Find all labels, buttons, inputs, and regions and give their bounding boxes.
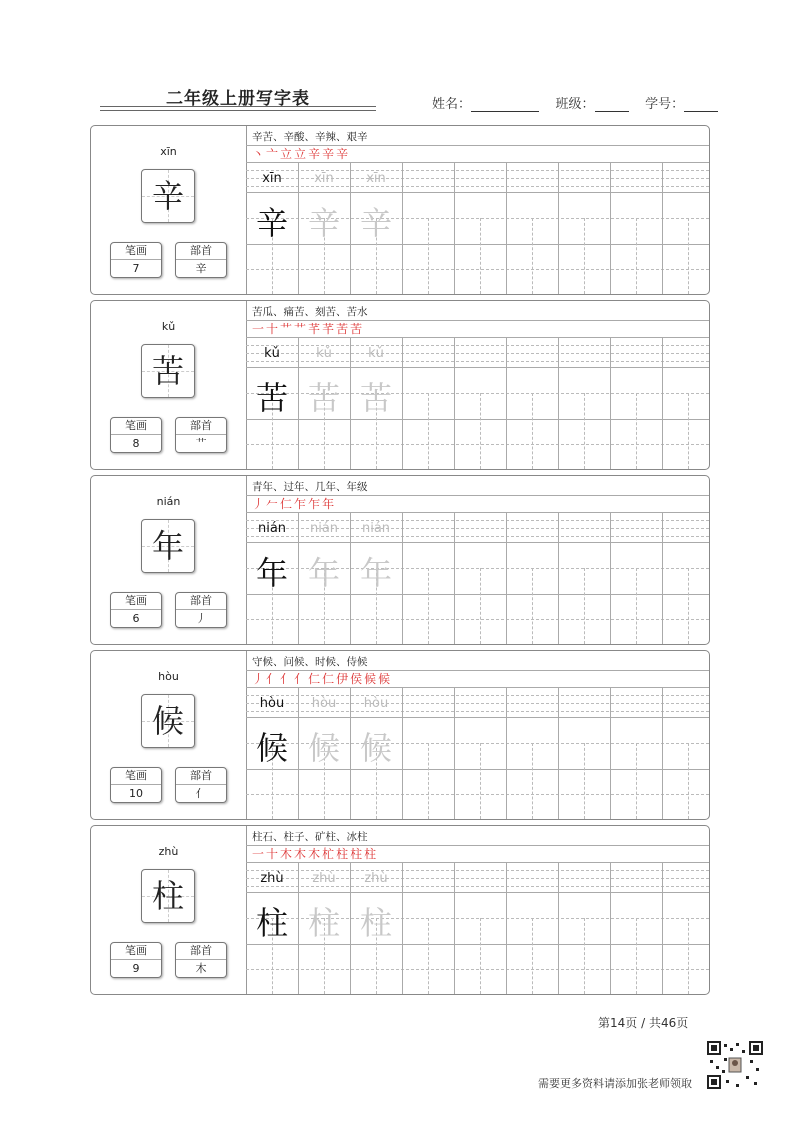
row-line <box>246 769 709 770</box>
cell-divider <box>662 862 663 994</box>
pinyin-model: hòu <box>259 696 285 711</box>
cell-divider <box>402 687 403 819</box>
name-label: 姓名： <box>432 97 472 112</box>
stroke-step: 立 <box>294 147 309 161</box>
character-trace: 候 <box>359 729 392 767</box>
cell-center-guide <box>584 743 585 819</box>
stroke-order <box>252 320 364 337</box>
cell-center-guide <box>480 393 481 469</box>
character-trace: 柱 <box>359 904 392 942</box>
name-field[interactable] <box>471 97 539 112</box>
stroke-step: 侯 <box>350 672 365 686</box>
character-card <box>90 650 710 820</box>
character: 辛 <box>151 177 184 215</box>
stroke-order <box>252 670 392 687</box>
cell-center-guide <box>532 218 533 294</box>
radical-value: 亻 <box>195 787 207 800</box>
character-model: 年 <box>255 554 288 592</box>
character: 年 <box>151 527 184 565</box>
stroke-count-box <box>110 767 162 803</box>
radical-label: 部首 <box>176 943 226 960</box>
character-model: 苦 <box>255 379 288 417</box>
character-model: 柱 <box>255 904 288 942</box>
cell-divider <box>402 862 403 994</box>
cell-center-guide <box>636 393 637 469</box>
stroke-count-value: 6 <box>132 612 140 625</box>
radical-value: 丿 <box>195 612 207 625</box>
pinyin-model: xīn <box>262 171 282 186</box>
pinyin-model: nián <box>257 521 287 536</box>
stroke-step: 仁 <box>308 672 323 686</box>
practice-area <box>246 826 709 994</box>
stroke-step: 丿 <box>252 497 267 511</box>
radical-box <box>175 242 227 278</box>
character-guide <box>246 619 709 620</box>
row-line <box>246 862 709 863</box>
cell-divider <box>506 862 507 994</box>
stroke-step: 辛 <box>336 147 351 161</box>
pinyin-trace: nián <box>309 521 339 536</box>
character-guide <box>246 269 709 270</box>
class-label: 班级： <box>555 97 595 112</box>
stroke-step: 柱 <box>336 847 351 861</box>
pinyin-trace: hòu <box>363 696 389 711</box>
stroke-step: 艹 <box>280 322 295 336</box>
cell-center-guide <box>480 218 481 294</box>
practice-area <box>246 301 709 469</box>
character-info-panel <box>91 826 247 994</box>
stroke-step: 十 <box>266 847 281 861</box>
cell-center-guide <box>428 568 429 644</box>
cell-divider <box>558 162 559 294</box>
stroke-step: 丿 <box>252 672 267 686</box>
radical-box <box>175 942 227 978</box>
character-card <box>90 825 710 995</box>
stroke-count-label: 笔画 <box>111 768 161 785</box>
pinyin-label: kǔ <box>161 320 176 333</box>
cell-divider <box>454 687 455 819</box>
stroke-count-value: 10 <box>129 787 143 800</box>
pinyin-trace: kǔ <box>316 346 332 361</box>
pinyin-label: nián <box>156 495 181 508</box>
pinyin-guide <box>246 536 709 537</box>
cell-divider <box>662 512 663 644</box>
cell-divider <box>454 337 455 469</box>
stroke-step: 柱 <box>350 847 365 861</box>
stroke-step: 木 <box>308 847 323 861</box>
cell-divider <box>402 512 403 644</box>
stroke-step: 丶 <box>252 147 267 161</box>
stroke-step: 辛 <box>308 147 323 161</box>
character: 候 <box>151 702 184 740</box>
stroke-step: 乍 <box>308 497 323 511</box>
cell-divider <box>402 162 403 294</box>
cell-center-guide <box>532 393 533 469</box>
character-trace: 柱 <box>307 904 340 942</box>
cell-divider <box>610 687 611 819</box>
cell-divider <box>610 862 611 994</box>
number-label: 学号： <box>645 97 685 112</box>
stroke-step: 艹 <box>294 322 309 336</box>
cell-center-guide <box>532 743 533 819</box>
stroke-step: 杧 <box>322 847 337 861</box>
cell-divider <box>558 337 559 469</box>
stroke-step: 亠 <box>266 147 281 161</box>
row-line <box>246 337 709 338</box>
character-trace: 苦 <box>307 379 340 417</box>
radical-box <box>175 417 227 453</box>
stroke-step: 柱 <box>364 847 379 861</box>
radical-value: 艹 <box>195 437 207 450</box>
pinyin-trace: nián <box>361 521 391 536</box>
pinyin-label: zhù <box>158 845 179 858</box>
character-trace: 年 <box>359 554 392 592</box>
character-box <box>141 694 195 748</box>
character-info-panel <box>91 476 247 644</box>
cell-center-guide <box>428 218 429 294</box>
practice-area <box>246 651 709 819</box>
cell-center-guide <box>636 568 637 644</box>
character-trace: 年 <box>307 554 340 592</box>
cell-divider <box>662 687 663 819</box>
character-box <box>141 519 195 573</box>
pinyin-label: xīn <box>160 145 177 158</box>
cell-center-guide <box>532 568 533 644</box>
stroke-step: 仁 <box>322 672 337 686</box>
character-card <box>90 300 710 470</box>
stroke-step: 𠂉 <box>266 497 281 511</box>
character-guide <box>246 969 709 970</box>
cell-divider <box>610 337 611 469</box>
pinyin-trace: zhù <box>364 871 388 886</box>
character-info-panel <box>91 301 247 469</box>
character-trace: 辛 <box>359 204 392 242</box>
stroke-step: 候 <box>378 672 393 686</box>
practice-area <box>246 476 709 644</box>
cell-divider <box>506 162 507 294</box>
vocabulary-words: 青年、过年、几年、年级 <box>252 481 368 493</box>
row-line <box>246 944 709 945</box>
class-field[interactable] <box>595 97 629 112</box>
stroke-step: 年 <box>322 497 337 511</box>
radical-label: 部首 <box>176 418 226 435</box>
stroke-step: 仁 <box>280 497 295 511</box>
pinyin-guide <box>246 886 709 887</box>
character-card <box>90 125 710 295</box>
cell-center-guide <box>584 568 585 644</box>
character-trace: 辛 <box>307 204 340 242</box>
cell-center-guide <box>584 393 585 469</box>
stroke-count-box <box>110 942 162 978</box>
cell-divider <box>662 337 663 469</box>
stroke-step: 芊 <box>322 322 337 336</box>
character-box <box>141 344 195 398</box>
stroke-count-value: 7 <box>132 262 140 275</box>
cell-center-guide <box>480 743 481 819</box>
cell-divider <box>558 687 559 819</box>
row-line <box>246 542 709 543</box>
practice-area <box>246 126 709 294</box>
stroke-order <box>252 495 336 512</box>
stroke-step: 伊 <box>336 672 351 686</box>
pinyin-trace: zhù <box>312 871 336 886</box>
radical-label: 部首 <box>176 593 226 610</box>
pinyin-guide <box>246 711 709 712</box>
stroke-step: 辛 <box>322 147 337 161</box>
cell-center-guide <box>480 568 481 644</box>
radical-value: 木 <box>195 962 207 975</box>
pinyin-trace: xīn <box>366 171 386 186</box>
footer-note: 需要更多资料请添加张老师领取 <box>538 1077 692 1090</box>
cell-divider <box>610 512 611 644</box>
vocabulary-words: 柱石、柱子、矿柱、冰柱 <box>252 831 368 843</box>
cell-center-guide <box>532 918 533 994</box>
cell-divider <box>454 862 455 994</box>
stroke-count-value: 9 <box>132 962 140 975</box>
stroke-step: 亻 <box>280 672 295 686</box>
cell-divider <box>610 162 611 294</box>
pinyin-guide <box>246 361 709 362</box>
radical-box <box>175 592 227 628</box>
stroke-step: 候 <box>364 672 379 686</box>
vocabulary-words: 守候、问候、时候、侍候 <box>252 656 368 668</box>
cell-divider <box>662 162 663 294</box>
stroke-count-box <box>110 417 162 453</box>
pinyin-label: hòu <box>158 670 179 683</box>
cell-center-guide <box>584 218 585 294</box>
stroke-count-box <box>110 592 162 628</box>
number-field[interactable] <box>684 97 718 112</box>
character-guide <box>246 444 709 445</box>
row-line <box>246 594 709 595</box>
pinyin-trace: kǔ <box>368 346 384 361</box>
character-trace: 苦 <box>359 379 392 417</box>
character-card <box>90 475 710 645</box>
row-line <box>246 687 709 688</box>
radical-label: 部首 <box>176 243 226 260</box>
vocabulary-words: 辛苦、辛酸、辛辣、艰辛 <box>252 131 368 143</box>
row-line <box>246 367 709 368</box>
stroke-step: 亻 <box>294 672 309 686</box>
cell-center-guide <box>688 393 689 469</box>
row-line <box>246 717 709 718</box>
stroke-step: 木 <box>294 847 309 861</box>
stroke-step: 立 <box>280 147 295 161</box>
character-box <box>141 169 195 223</box>
stroke-step: 十 <box>266 322 281 336</box>
row-line <box>246 419 709 420</box>
character-model: 候 <box>255 729 288 767</box>
row-line <box>246 244 709 245</box>
pinyin-trace: hòu <box>311 696 337 711</box>
stroke-step: 亻 <box>266 672 281 686</box>
stroke-count-box <box>110 242 162 278</box>
stroke-count-label: 笔画 <box>111 593 161 610</box>
cell-center-guide <box>428 393 429 469</box>
stroke-step: 苦 <box>336 322 351 336</box>
row-line <box>246 162 709 163</box>
character: 柱 <box>151 877 184 915</box>
page-number: 第14页 / 共46页 <box>598 1016 689 1030</box>
radical-box <box>175 767 227 803</box>
worksheet-title: 二年级上册写字表 <box>166 89 310 109</box>
character-trace: 候 <box>307 729 340 767</box>
character-box <box>141 869 195 923</box>
cell-divider <box>506 512 507 644</box>
stroke-step: 一 <box>252 847 267 861</box>
character-model: 辛 <box>255 204 288 242</box>
cell-divider <box>558 862 559 994</box>
cell-center-guide <box>428 918 429 994</box>
stroke-step: 芊 <box>308 322 323 336</box>
cell-center-guide <box>428 743 429 819</box>
stroke-step: 一 <box>252 322 267 336</box>
qr-code-icon <box>706 1040 764 1090</box>
cell-divider <box>454 512 455 644</box>
stroke-order <box>252 845 378 862</box>
character-info-panel <box>91 651 247 819</box>
stroke-count-label: 笔画 <box>111 418 161 435</box>
cell-center-guide <box>688 218 689 294</box>
pinyin-model: kǔ <box>264 346 280 361</box>
pinyin-guide <box>246 186 709 187</box>
cell-center-guide <box>636 218 637 294</box>
character: 苦 <box>151 352 184 390</box>
character-info-panel <box>91 126 247 294</box>
student-info-fields <box>432 93 718 112</box>
stroke-count-value: 8 <box>132 437 140 450</box>
cell-divider <box>506 337 507 469</box>
title-underline-2 <box>100 110 376 111</box>
cell-divider <box>558 512 559 644</box>
character-guide <box>246 794 709 795</box>
cell-divider <box>402 337 403 469</box>
cell-center-guide <box>480 918 481 994</box>
stroke-step: 木 <box>280 847 295 861</box>
radical-value: 辛 <box>195 262 207 275</box>
pinyin-trace: xīn <box>314 171 334 186</box>
title-underline <box>100 106 376 107</box>
row-line <box>246 892 709 893</box>
pinyin-model: zhù <box>260 871 284 886</box>
cell-center-guide <box>636 743 637 819</box>
cell-center-guide <box>584 918 585 994</box>
radical-label: 部首 <box>176 768 226 785</box>
cell-center-guide <box>688 568 689 644</box>
stroke-order <box>252 145 350 162</box>
stroke-count-label: 笔画 <box>111 243 161 260</box>
stroke-count-label: 笔画 <box>111 943 161 960</box>
row-line <box>246 512 709 513</box>
cell-center-guide <box>688 743 689 819</box>
stroke-step: 乍 <box>294 497 309 511</box>
stroke-step: 苦 <box>350 322 365 336</box>
cell-divider <box>454 162 455 294</box>
vocabulary-words: 苦瓜、痛苦、刻苦、苦水 <box>252 306 368 318</box>
cell-center-guide <box>636 918 637 994</box>
cell-divider <box>506 687 507 819</box>
cell-center-guide <box>688 918 689 994</box>
row-line <box>246 192 709 193</box>
